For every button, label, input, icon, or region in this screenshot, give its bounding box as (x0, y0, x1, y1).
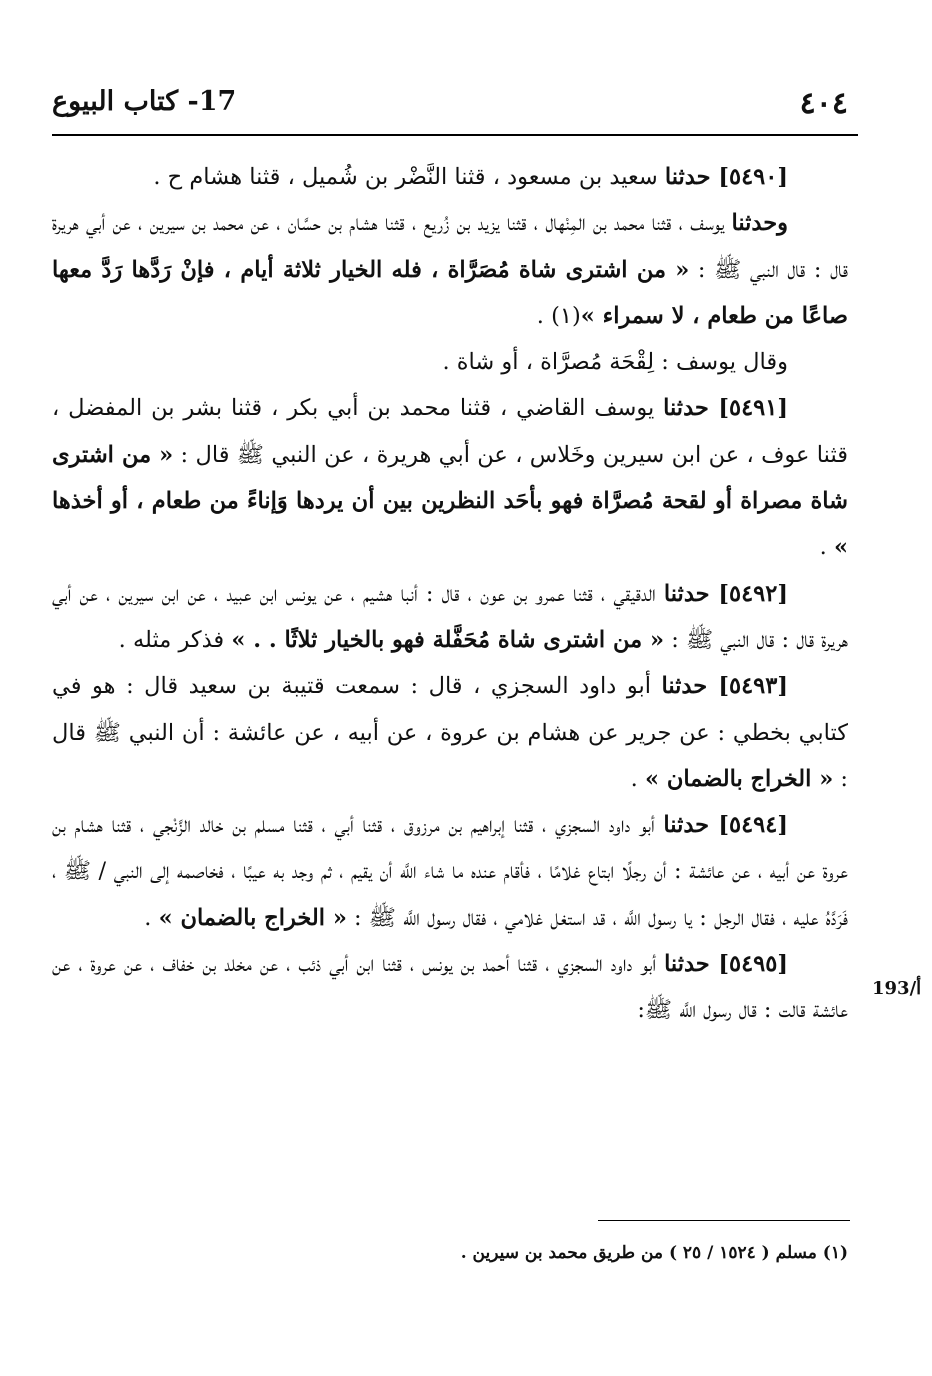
hadith-5494: [٥٤٩٤] حدثنا أبو داود السجزي ، قثنا إبراهيم بن مرزوق ، قثنا أبي ، قثنا مسلم بن خالد الزَّنْجي ، قثنا هشام بن عروة عن أبيه ، عن عائشة : أن رجلًا ابتاع غلامًا ، فأقام عنده ما شاء اللَّه أن يقيم ، ثم وجد به عيبًا ، فخاصمه إلى النبي / ﷺ ، فَرَدَّهُ عليه ، فقال الرجل : يا رسول اللَّه ، قد استغل غلامي ، فقال رسول اللَّه ﷺ : « الخراج بالضمان » . (52, 812, 848, 931)
hadith-5495: [٥٤٩٥] حدثنا أبو داود السجزي ، قثنا أحمد بن يونس ، قثنا ابن أبي ذئب ، عن مخلد بن خفاف ، عن عروة ، عن عائشة قالت : قال رسول اللَّه ﷺ: (52, 951, 848, 1024)
page-number: ٤٠٤ (799, 86, 848, 121)
hadith-5493: [٥٤٩٣] حدثنا أبو داود السجزي ، قال : سمعت قتيبة بن سعيد قال : هو في كتابي بخطي : عن جرير عن هشام بن عروة ، عن أبيه ، عن عائشة : أن النبي ﷺ قال : « الخراج بالضمان » . (52, 673, 848, 792)
footnote-rule (598, 1220, 850, 1221)
page-header (52, 86, 848, 130)
hadith-5490: [٥٤٩٠] حدثنا سعيد بن مسعود ، قثنا النَّضْر بن شُميل ، قثنا هشام ح . (153, 164, 788, 190)
running-title: 17- كتاب البيوع (52, 86, 237, 117)
yusuf-note: وقال يوسف : لِقْحَة مُصرَّاة ، أو شاة . (442, 349, 788, 376)
header-rule (52, 134, 858, 136)
manuscript-folio-note: 193/أ (872, 978, 922, 999)
hadith-5490-second-chain: وحدثنا يوسف ، قثنا محمد بن المِنْهال ، قثنا يزيد بن زُريع ، قثنا هشام بن حسَّان ، عن محمد بن سيرين ، عن أبي هريرة قال : قال النبي ﷺ : « من اشترى شاة مُصَرَّاة ، فله الخيار ثلاثة أيام ، فإنْ رَدَّها رَدَّ معها صاعًا من طعام ، لا سمراء »(١) . (52, 210, 848, 329)
hadith-5492: [٥٤٩٢] حدثنا الدقيقي ، قثنا عمرو بن عون ، قال : أنبا هشيم ، عن يونس ابن عبيد ، عن ابن سيرين ، عن أبي هريرة قال : قال النبي ﷺ : « من اشترى شاة مُحَفَّلة فهو بالخيار ثلاثًا . . » فذكر مثله . (52, 580, 848, 653)
main-text (52, 154, 848, 1034)
footnote: (١) مسلم ( ١٥٢٤ / ٢٥ ) من طريق محمد بن سيرين . (460, 1243, 848, 1263)
hadith-5491: [٥٤٩١] حدثنا يوسف القاضي ، قثنا محمد بن أبي بكر ، قثنا بشر بن المفضل ، قثنا عوف ، عن ابن سيرين وخَلاس ، عن أبي هريرة ، عن النبي ﷺ قال : « من اشترى شاة مصراة أو لقحة مُصرَّاة فهو بأحَد النظرين بين أن يردها وَإناءً من طعام ، أو أخذها » . (52, 395, 848, 561)
